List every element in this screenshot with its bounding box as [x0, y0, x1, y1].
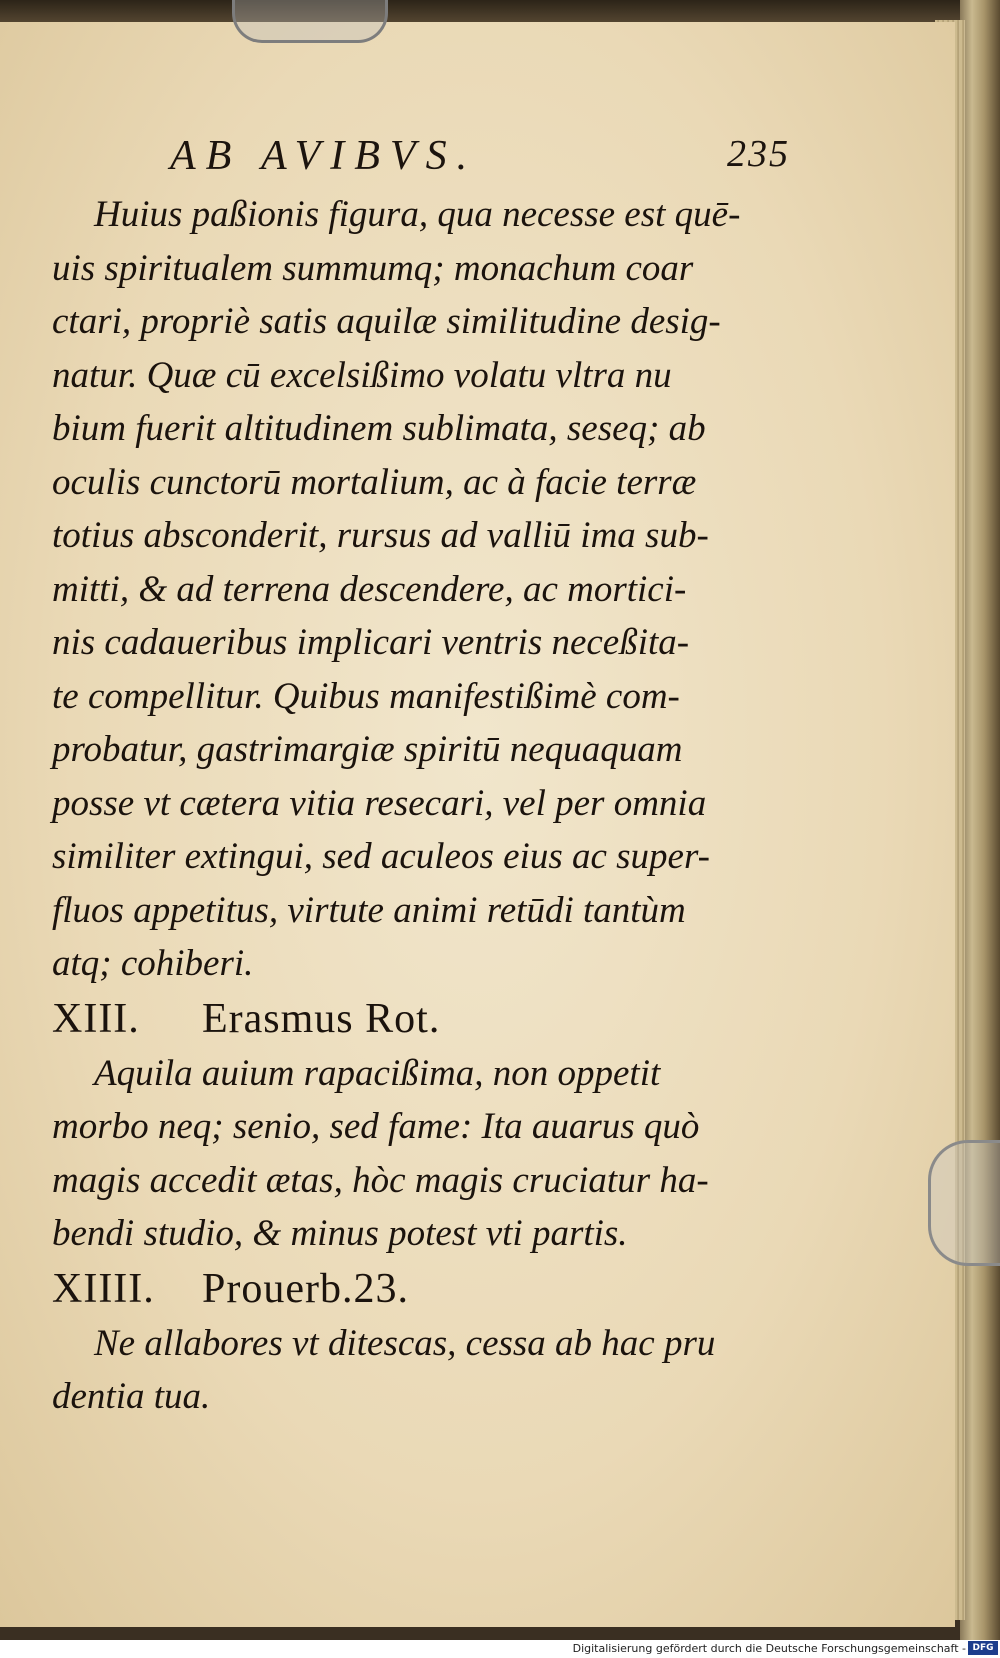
text-line: dentia tua. — [52, 1376, 211, 1417]
text-line: oculis cunctorū mortalium, ac à facie terræ — [52, 461, 697, 503]
book-page-edge — [960, 0, 1000, 1640]
section-numeral: XIIII. — [52, 1265, 155, 1312]
text-line: magis accedit ætas, hòc magis cruciatur ha- — [52, 1159, 709, 1201]
text-line: Ne allabores vt ditescas, cessa ab hac pru — [94, 1322, 716, 1364]
section-numeral: XIII. — [52, 995, 140, 1042]
section-heading-13 — [52, 991, 762, 1047]
dfg-logo-icon: DFG — [968, 1641, 998, 1655]
page-header — [170, 132, 790, 182]
text-line: ctari, propriè satis aquilæ similitudine desig- — [52, 301, 721, 342]
section-source: Erasmus Rot. — [202, 995, 441, 1042]
footer-credit: Digitalisierung gefördert durch die Deutsche Forschungsgemeinschaft - — [572, 1642, 966, 1655]
glass-clip-top — [232, 0, 388, 43]
text-line: te compellitur. Quibus manifestißimè com- — [52, 675, 680, 717]
text-line: nis cadaueribus implicari ventris neceßita- — [52, 622, 690, 663]
text-line: fluos appetitus, virtute animi retūdi tantùm — [52, 889, 686, 931]
running-title: AB AVIBVS. — [170, 133, 478, 179]
section-source: Prouerb.23. — [202, 1265, 409, 1312]
text-line: bendi studio, & minus potest vti partis. — [52, 1213, 628, 1254]
text-line: natur. Quæ cū excelsißimo volatu vltra nu — [52, 354, 672, 396]
text-line: atq; cohiberi. — [52, 943, 254, 984]
text-line: similiter extingui, sed aculeos eius ac super- — [52, 836, 710, 877]
text-line: Aquila auium rapacißima, non oppetit — [94, 1052, 661, 1094]
text-line: probatur, gastrimargiæ spiritū nequaquam — [52, 729, 683, 770]
text-line: bium fuerit altitudinem sublimata, seseq; ab — [52, 408, 706, 449]
text-line: morbo neq; senio, sed fame: Ita auarus quò — [52, 1106, 700, 1147]
text-line: mitti, & ad terrena descendere, ac mortici- — [52, 568, 687, 610]
text-line: uis spiritualem summumq; monachum coar — [52, 247, 694, 289]
page-body — [52, 188, 762, 1424]
text-line: totius absconderit, rursus ad valliū ima sub- — [52, 515, 709, 556]
page-number: 235 — [727, 133, 790, 175]
section-heading-14 — [52, 1261, 762, 1317]
footer-bar — [0, 1640, 1000, 1658]
text-line: Huius paßionis figura, qua necesse est quē- — [94, 194, 741, 235]
glass-clip-right — [928, 1140, 1000, 1266]
text-line: posse vt cætera vitia resecari, vel per omnia — [52, 782, 707, 824]
